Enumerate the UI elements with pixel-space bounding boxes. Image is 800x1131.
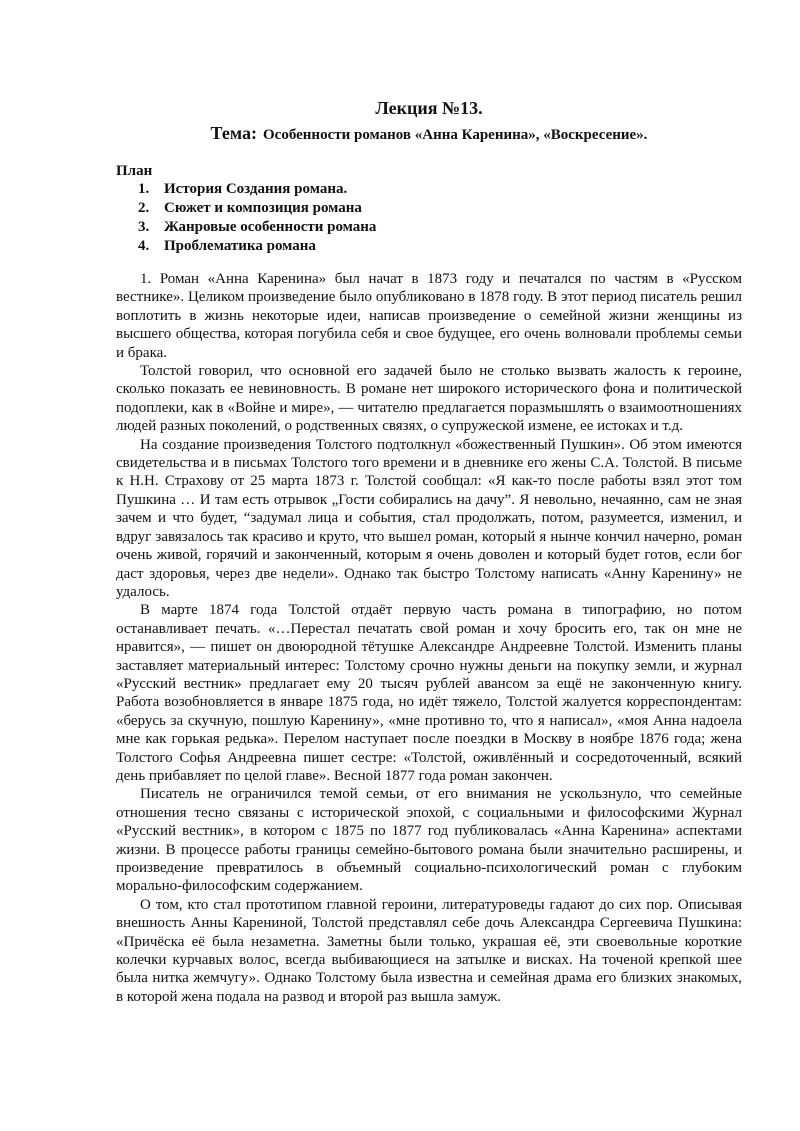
lecture-subtitle [116, 121, 742, 146]
subtitle-label: Тема: [210, 123, 257, 143]
paragraph-publication: В марте 1874 года Толстой отдаёт первую часть романа в типографию, но потом останавливает печать. «…Перестал печатать свой роман и хочу бросить его, так он мне не нравится», — пишет он двоюродной тётушке Александре Андреевне Толстой. Изменить планы заставляет материальный интерес: Толстому срочно нужны деньги на покупку земли, и журнал «Русский вестник» предлагает ему 20 тысяч рублей авансом за ещё не законченную книгу. Работа возобновляется в январе 1875 года, но идёт тяжело, Толстой жалуется корреспондентам: «берусь за скучную, пошлую Каренину», «мне противно то, что я написал», «моя Анна надоела мне как горькая редька». Перелом наступает после поездки в Москву в ноябре 1876 года; жена Толстого Софья Андреевна пишет сестре: «Толстой, оживлённый и сосредоточенный, всякий день прибавляет по целой главе». Весной 1877 года роман закончен. [116, 602, 742, 784]
paragraph-history: 1. Роман «Анна Каренина» был начат в 1873 году и печатался по частям в «Русском вестнике». Целиком произведение было опубликовано в 1878 году. В этот период писатель решил воплотить в жизнь некоторые идеи, написав произведение о семейной жизни женщины из высшего общества, которая погубила себя и свое будущее, его очень волновали проблемы семьи и брака. [116, 271, 742, 361]
plan-item-number: 3. [138, 219, 150, 235]
plan-item-text: Сюжет и композиция романа [164, 200, 362, 216]
plan-item [138, 237, 376, 256]
plan-item-number: 1. [138, 181, 150, 197]
paragraph-author-intent: Толстой говорил, что основной его задачей было не столько вызвать жалость к героине, сколько показать ее невиновность. В романе нет широкого исторического фона и политической подоплеки, как в «Войне и мире», — читателю предлагается поразмышлять о взаимоотношениях людей разных поколений, о родственных связях, о супружеской измене, ее истоках и т.д. [116, 363, 742, 435]
plan-heading: План [116, 163, 153, 179]
body-text [116, 270, 742, 1006]
paragraph-themes: Писатель не ограничился темой семьи, от его внимания не ускользнуло, что семейные отношения тесно связаны с исторической эпохой, с социальными и философскими Журнал «Русский вестник», в котором с 1875 по 1877 год публиковалась «Анна Каренина» аспектами жизни. В процессе работы границы семейно-бытового романа были значительно расширены, и произведение превратилось в объемный социально-психологический роман с глубоким морально-философским содержанием. [116, 786, 742, 895]
paragraph-prototype: О том, кто стал прототипом главной героини, литературоведы гадают до сих пор. Описывая внешность Анны Карениной, Толстой представлял себе дочь Александра Сергеевича Пушкина: «Причёска её была незаметна. Заметны были только, украшая её, эти своевольные короткие колечки курчавых волос, всегда выбивающиеся на затылке и висках. На точеной крепкой шее была нитка жемчугу». Однако Толстому была известна и семейная драма его близких знакомых, в которой жена подала на развод и второй раз вышла замуж. [116, 896, 742, 1005]
plan-item [138, 199, 376, 218]
plan-item-text: История Создания романа. [164, 181, 348, 197]
plan-item [138, 180, 376, 199]
plan-list [138, 180, 376, 256]
subtitle-text: Особенности романов «Анна Каренина», «Воскресение». [263, 127, 648, 143]
plan-item [138, 218, 376, 237]
plan-item-text: Жанровые особенности романа [164, 219, 377, 235]
plan-item-number: 2. [138, 200, 150, 216]
plan-item-number: 4. [138, 238, 150, 254]
plan-item-text: Проблематика романа [164, 238, 316, 254]
paragraph-pushkin-influence: На создание произведения Толстого подтолкнул «божественный Пушкин». Об этом имеются свидетельства и в письмах Толстого того времени и в дневнике его жены С.А. Толстой. В письме к Н.Н. Страхову от 25 марта 1873 г. Толстой сообщал: «Я как-то после работы взял этот том Пушкина … И там есть отрывок „Гости собирались на дачу”. Я невольно, нечаянно, сам не зная зачем и что будет, “задумал лица и события, стал продолжать, потом, разумеется, изменил, и вдруг завязалось так красиво и круто, что вышел роман, который я нынче кончил начерно, роман очень живой, горячий и законченный, которым я очень доволен и который будет готов, если бог даст здоровья, через две недели». Однако так быстро Толстому написать «Анну Каренину» не удалось. [116, 436, 742, 600]
lecture-title: Лекция №13. [375, 98, 483, 118]
